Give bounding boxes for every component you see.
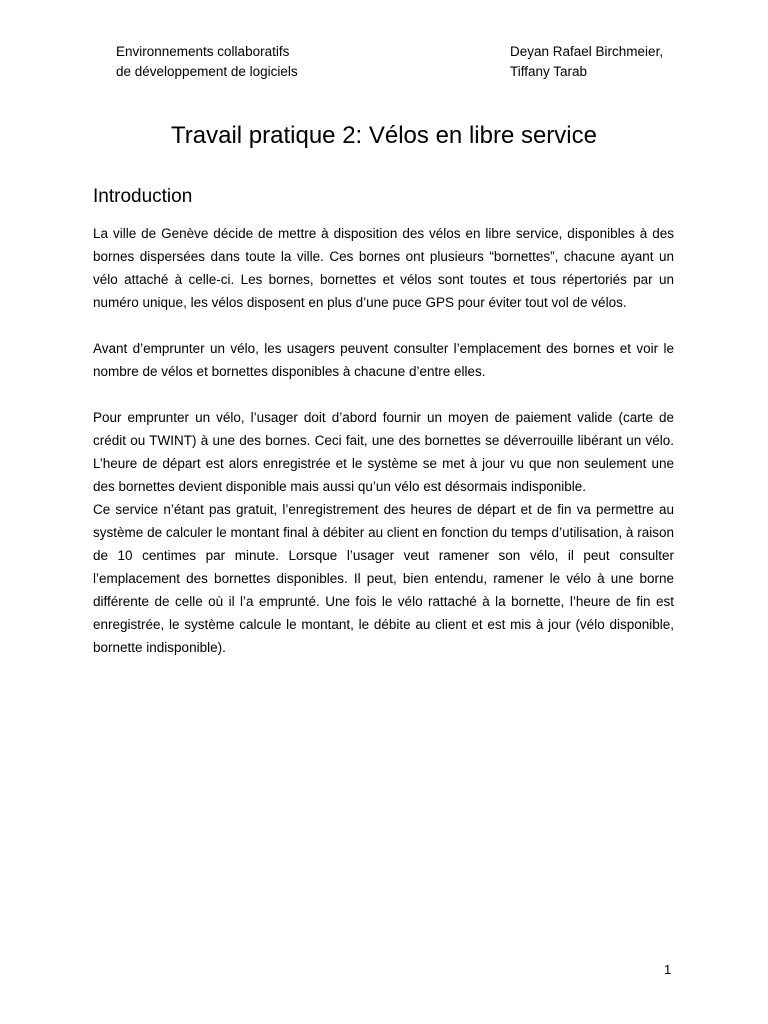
section-heading: Introduction xyxy=(93,186,193,207)
paragraph: Ce service n’étant pas gratuit, l’enregistrement des heures de départ et de fin va permettre au système de calculer le montant final à débiter au client en fonction du temps d’utilisation, à raison de 10 centimes par minute. Lorsque l’usager veut ramener son vélo, il peut consulter l’emplacement des bornettes disponibles. Il peut, bien entendu, ramener le vélo à une borne différente de celle où il l’a emprunté. Une fois le vélo rattaché à la bornette, l’heure de fin est enregistrée, le système calcule le montant, le débite au client et est mis à jour (vélo disponible, bornette indisponible). xyxy=(93,502,674,655)
header-course-line: de développement de logiciels xyxy=(116,64,298,79)
document-title: Travail pratique 2: Vélos en libre service xyxy=(171,122,597,149)
header-author-line: Tiffany Tarab xyxy=(510,64,588,79)
section-body xyxy=(93,222,674,659)
page-number: 1 xyxy=(664,962,672,977)
header-author-line: Deyan Rafael Birchmeier, xyxy=(510,44,664,59)
header-authors xyxy=(510,42,663,82)
header-course-name xyxy=(116,42,298,82)
header-course-line: Environnements collaboratifs xyxy=(116,44,290,59)
paragraph: Pour emprunter un vélo, l’usager doit d’abord fournir un moyen de paiement valide (carte de crédit ou TWINT) à une des bornes. Ceci fait, une des bornettes se déverrouille libérant un vélo. L’heure de départ est alors enregistrée et le système se met à jour vu que non seulement une des bornettes devient disponible mais aussi qu’un vélo est désormais indisponible. xyxy=(93,410,674,494)
paragraph: La ville de Genève décide de mettre à disposition des vélos en libre service, disponibles à des bornes dispersées dans toute la ville. Ces bornes ont plusieurs “bornettes”, chacune ayant un vélo attaché à celle-ci. Les bornes, bornettes et vélos sont toutes et tous répertoriés par un numéro unique, les vélos disposent en plus d’une puce GPS pour éviter tout vol de vélos. xyxy=(93,226,674,310)
paragraph: Avant d’emprunter un vélo, les usagers peuvent consulter l’emplacement des bornes et voir le nombre de vélos et bornettes disponibles à chacune d’entre elles. xyxy=(93,341,674,379)
